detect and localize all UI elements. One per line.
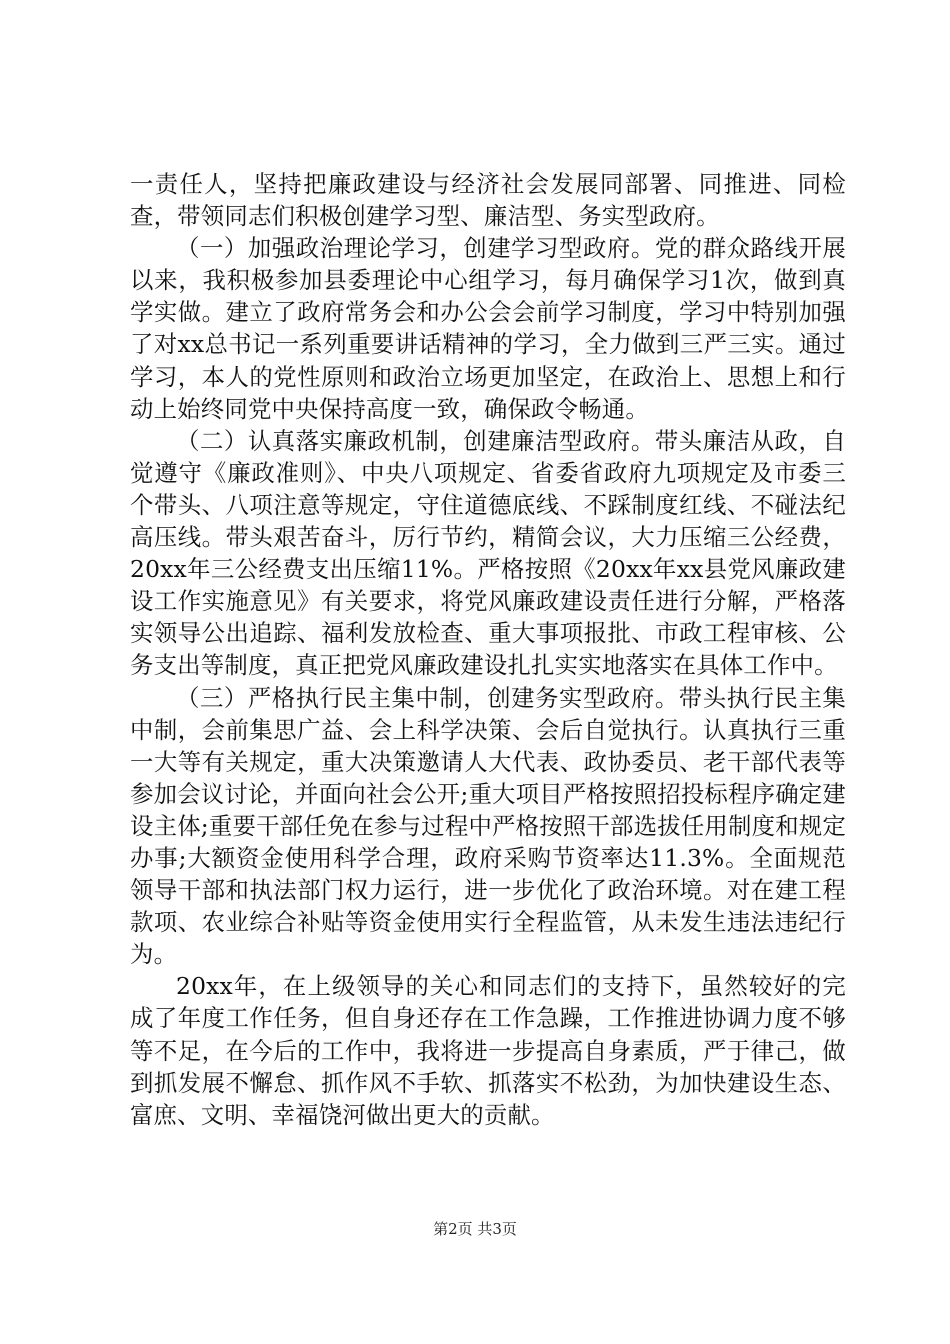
- paragraph-conclusion: 20xx年，在上级领导的关心和同志们的支持下，虽然较好的完成了年度工作任务，但自身还存在工作急躁，工作推进协调力度不够等不足，在今后的工作中，我将进一步提高自身素质，严于律己，做到抓发展不懈怠、抓作风不手软、抓落实不松劲，为加快建设生态、富庶、文明、幸福饶河做出更大的贡献。: [130, 972, 846, 1129]
- paragraph-section-3: （三）严格执行民主集中制，创建务实型政府。带头执行民主集中制，会前集思广益、会上科学决策、会后自觉执行。认真执行三重一大等有关规定，重大决策邀请人大代表、政协委员、老干部代表等参加会议讨论，并面向社会公开;重大项目严格按照招投标程序确定建设主体;重要干部任免在参与过程中严格按照干部选拔任用制度和规定办事;大额资金使用科学合理，政府采购节资率达11.3%。全面规范领导干部和执法部门权力运行，进一步优化了政治环境。对在建工程款项、农业综合补贴等资金使用实行全程监管，从未发生违法违纪行为。: [130, 683, 846, 969]
- paragraph-section-2: （二）认真落实廉政机制，创建廉洁型政府。带头廉洁从政，自觉遵守《廉政准则》、中央八项规定、省委省政府九项规定及市委三个带头、八项注意等规定，守住道德底线、不踩制度红线、不碰法纪高压线。带头艰苦奋斗，厉行节约，精简会议，大力压缩三公经费，20xx年三公经费支出压缩11%。严格按照《20xx年xx县党风廉政建设工作实施意见》有关要求，将党风廉政建设责任进行分解，严格落实领导公出追踪、福利发放检查、重大事项报批、市政工程审核、公务支出等制度，真正把党风廉政建设扎扎实实地落实在具体工作中。: [130, 426, 846, 680]
- document-body: [130, 168, 846, 1131]
- paragraph-continuation: 一责任人，坚持把廉政建设与经济社会发展同部署、同推进、同检查，带领同志们积极创建学习型、廉洁型、务实型政府。: [130, 170, 846, 231]
- page-number-footer: 第2页 共3页: [433, 1220, 517, 1238]
- paragraph-section-1: （一）加强政治理论学习，创建学习型政府。党的群众路线开展以来，我积极参加县委理论中心组学习，每月确保学习1次，做到真学实做。建立了政府常务会和办公会会前学习制度，学习中特别加强了对xx总书记一系列重要讲话精神的学习，全力做到三严三实。通过学习，本人的党性原则和政治立场更加坚定，在政治上、思想上和行动上始终同党中央保持高度一致，确保政令畅通。: [130, 234, 846, 423]
